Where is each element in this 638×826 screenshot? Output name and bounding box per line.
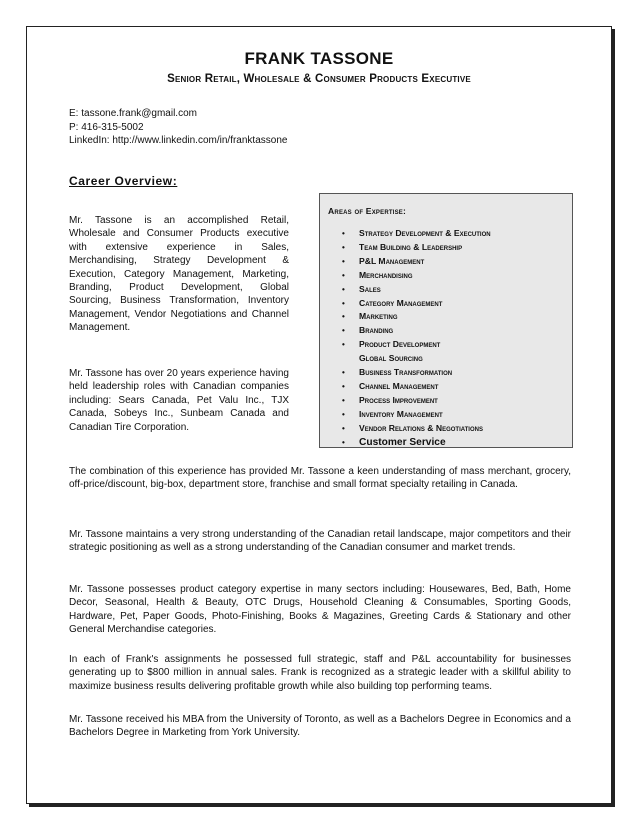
expertise-item: • Branding: [342, 324, 491, 338]
contact-phone: P: 416-315-5002: [69, 121, 144, 133]
section-title-career-overview: Career Overview:: [69, 174, 178, 188]
areas-of-expertise-box: [319, 193, 573, 448]
bullet-icon: •: [342, 229, 345, 238]
expertise-item: Global Sourcing: [359, 353, 423, 364]
bullet-icon: •: [342, 437, 345, 447]
contact-email[interactable]: E: tassone.frank@gmail.com: [69, 108, 197, 119]
bullet-icon: •: [342, 312, 345, 322]
expertise-item: • Channel Management: [342, 380, 491, 394]
body-paragraph-4: In each of Frank's assignments he possessed full strategic, staff and P&L accountability for businesses generating up to $800 million in annual sales. Frank is recognized as a strategic leader with a skillful ability to maximize business results delivering profitable growth while also building top performing teams.: [69, 654, 571, 692]
bullet-icon: •: [342, 284, 345, 294]
expertise-item: • Product Development: [342, 338, 491, 352]
body-paragraph-5: Mr. Tassone received his MBA from the University of Toronto, as well as a Bachelors Degree in Economics and a Bachelors Degree in Marketing from York University.: [69, 714, 571, 739]
expertise-item: • Team Building & Leadership: [342, 241, 491, 255]
expertise-item: • Process Improvement: [342, 394, 491, 408]
expertise-list: [342, 227, 491, 450]
bullet-icon: •: [342, 381, 345, 391]
body-paragraph-1: The combination of this experience has provided Mr. Tassone a keen understanding of mass merchant, grocery, off-price/discount, big-box, department store, franchise and small format specialty retailing in Canada.: [69, 466, 571, 491]
overview-paragraph-1: Mr. Tassone is an accomplished Retail, Wholesale and Consumer Products executive with extensive experience in Sales, Merchandising, Strategy Development & Execution, Category Management, Marketing, Branding, Product Development, Global Sourcing, Business Transformation, Inventory Management, Vendor Negotiations and Channel Management.: [69, 215, 289, 334]
expertise-item: • Inventory Management: [342, 408, 491, 422]
expertise-item: • Sales: [342, 283, 491, 297]
bullet-icon: •: [342, 340, 345, 350]
expertise-item: • Strategy Development & Execution: [342, 227, 491, 241]
expertise-item: • Customer Service: [342, 436, 446, 448]
bullet-icon: •: [342, 423, 345, 433]
expertise-item: • P&L Management: [342, 255, 491, 269]
bullet-icon: •: [342, 242, 345, 252]
contact-block: [69, 107, 287, 148]
expertise-item: • Merchandising: [342, 269, 491, 283]
bullet-icon: •: [342, 368, 345, 378]
bullet-icon: •: [342, 298, 345, 308]
contact-linkedin[interactable]: LinkedIn: http://www.linkedin.com/in/franktassone: [69, 135, 288, 146]
bullet-icon: •: [342, 326, 345, 336]
bullet-icon: •: [342, 395, 345, 405]
bullet-icon: •: [342, 256, 345, 266]
expertise-item: • Vendor Relations & Negotiations: [342, 422, 491, 436]
overview-paragraph-2: Mr. Tassone has over 20 years experience having held leadership roles with Canadian companies including: Sears Canada, Pet Valu Inc., TJX Canada, Sobeys Inc., Sunbeam Canada and Canadian Tire Corporation.: [69, 368, 289, 433]
body-paragraph-3: Mr. Tassone possesses product category expertise in many sectors including: Housewares, Bed, Bath, Home Decor, Seasonal, Health & Beauty, OTC Drugs, Household Cleaning & Consumables, Sporting Goods, Hardware, Pet, Paper Goods, Photo-Finishing, Books & Magazines, Greeting Cards & Stationary and other General Merchandise categories.: [69, 584, 571, 636]
bullet-icon: •: [342, 270, 345, 280]
candidate-subtitle: Senior Retail, Wholesale & Consumer Products Executive: [167, 73, 471, 85]
bullet-icon: •: [342, 409, 345, 419]
expertise-item: • Category Management: [342, 297, 491, 311]
candidate-name: FRANK TASSONE: [244, 49, 394, 68]
body-paragraph-2: Mr. Tassone maintains a very strong understanding of the Canadian retail landscape, major competitors and their strategic positioning as well as a strong understanding of the Canadian consumer and market trends.: [69, 529, 571, 554]
resume-page: [26, 26, 612, 804]
expertise-title: Areas of Expertise:: [328, 206, 407, 216]
expertise-item: • Marketing: [342, 310, 491, 324]
expertise-item: • Business Transformation: [342, 366, 491, 380]
